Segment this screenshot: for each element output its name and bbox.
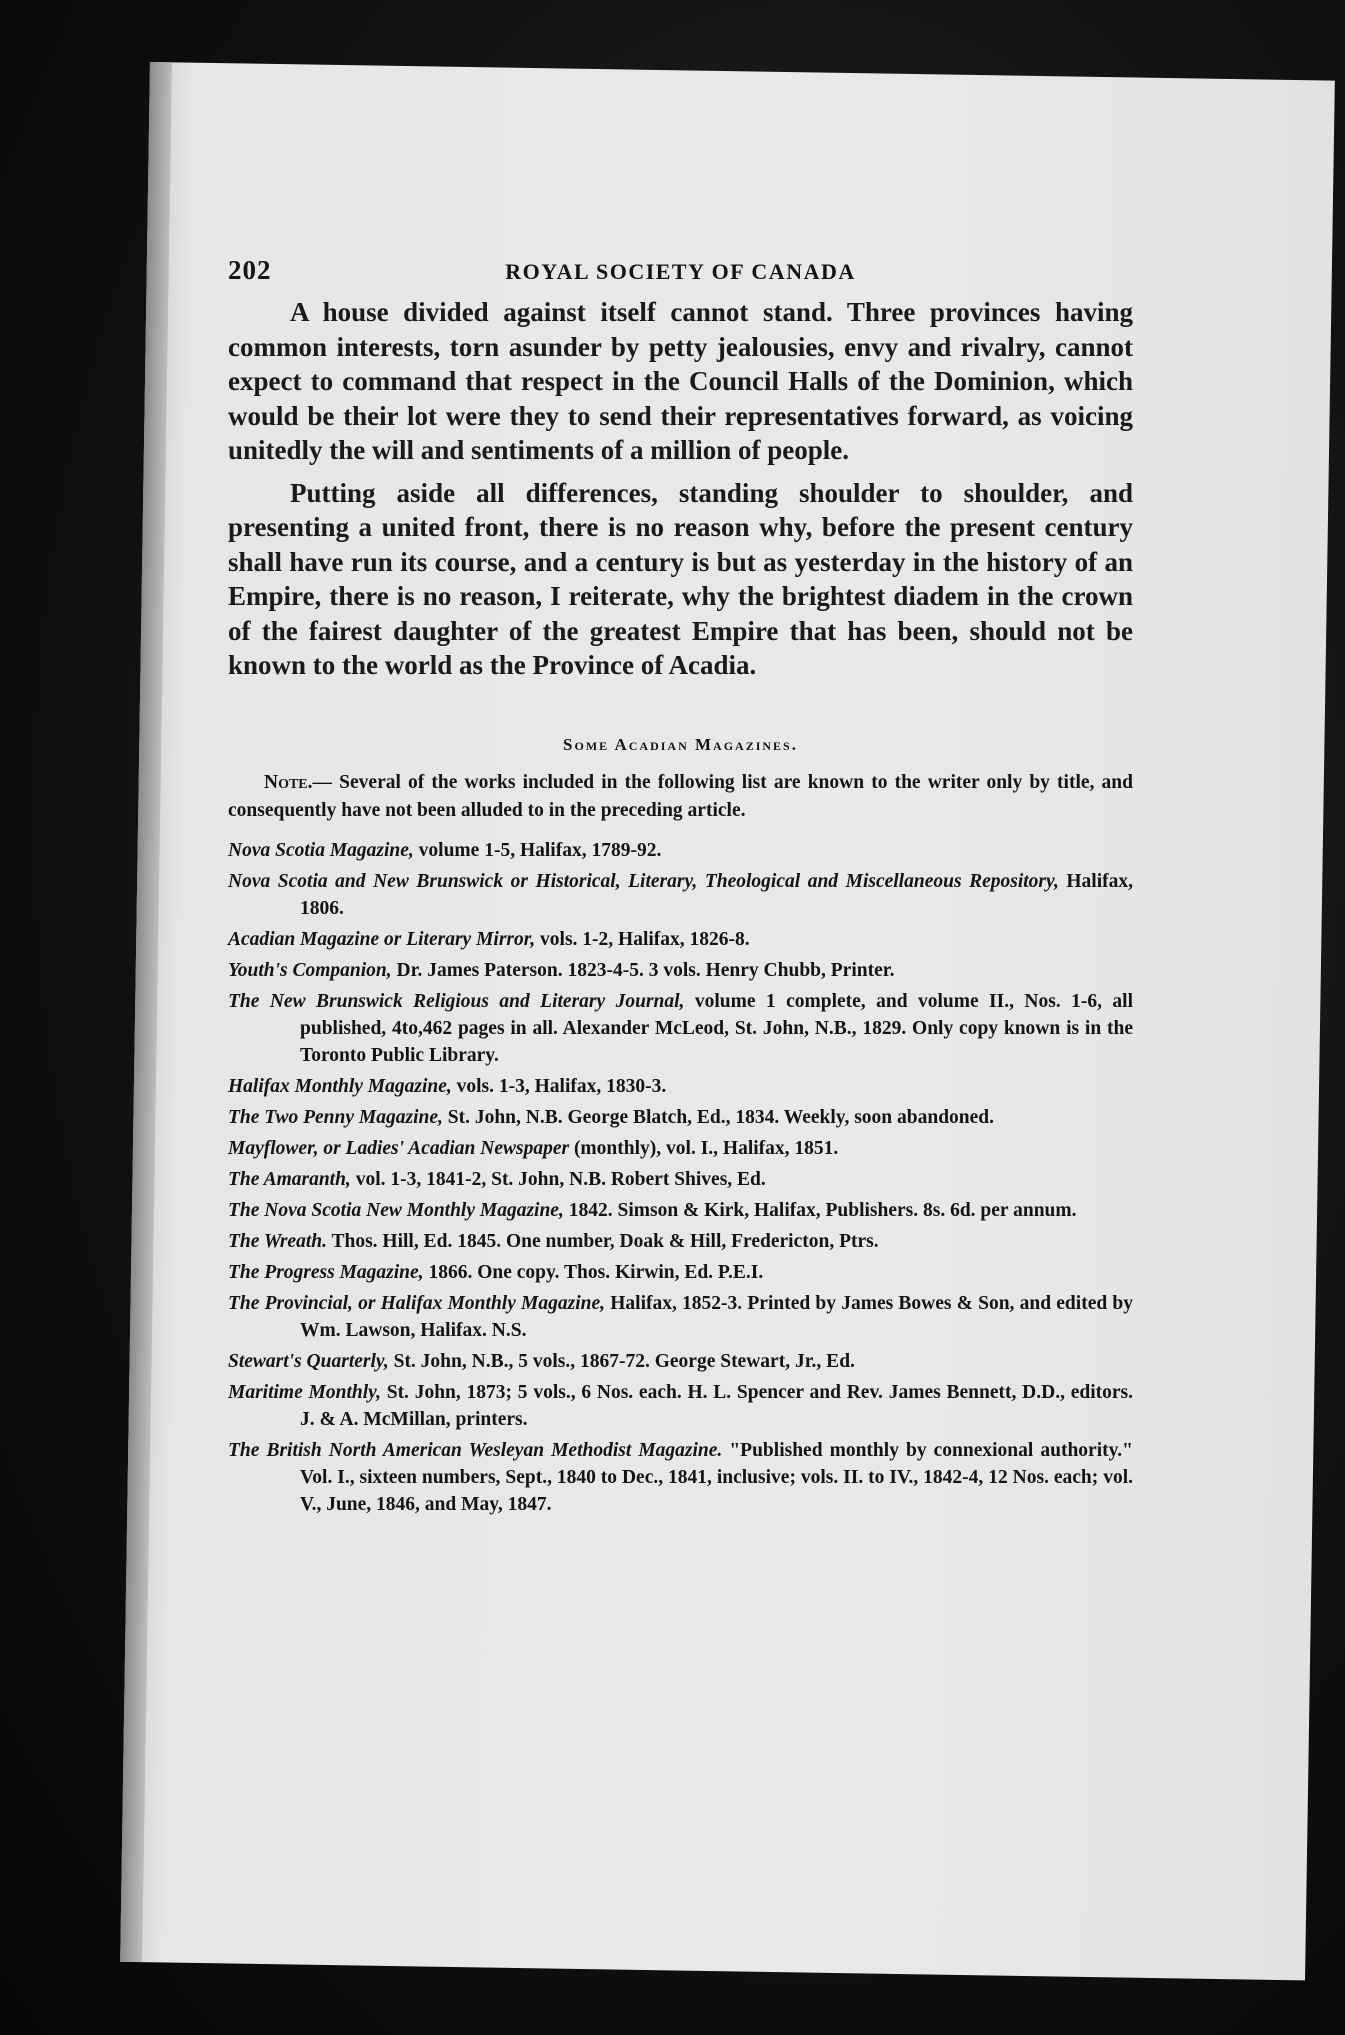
list-item	[228, 988, 1133, 1069]
entry-text: volume 1 complete, and volume II., Nos. 1-6, all published, 4to,462 pages in all. Alexander McLeod, St. John, N.B., 1829. Only copy known is in the Toronto Public Library.	[300, 990, 1134, 1066]
entry-text: Halifax, 1806.	[300, 870, 1134, 919]
body-paragraph-2: Putting aside all differences, standing shoulder to shoulder, and presenting a united front, there is no reason why, before the present century shall have run its course, and a century is but as yesterday in the history of an Empire, there is no reason, I reiterate, why the brightest diadem in the crown of the fairest daughter of the greatest Empire that has been, should not be known to the world as the Province of Acadia.	[228, 477, 1133, 680]
entry-text: vols. 1-2, Halifax, 1826-8.	[535, 928, 750, 950]
list-item	[228, 1379, 1133, 1433]
list-item	[228, 1290, 1133, 1344]
entry-title: The Progress Magazine,	[228, 1261, 424, 1283]
entry-text: 1842. Simson & Kirk, Halifax, Publishers. 8s. 6d. per annum.	[563, 1199, 1077, 1221]
body-paragraph-1: A house divided against itself cannot stand. Three provinces having common interests, torn asunder by petty jealousies, envy and rivalry, cannot expect to command that respect in the Council Halls of the Dominion, which would be their lot were they to send their representatives forward, as voicing unitedly the will and sentiments of a million of people.	[228, 297, 1133, 465]
page-number: 202	[228, 255, 272, 285]
entry-text: "Published monthly by connexional authority." Vol. I., sixteen numbers, Sept., 1840 to Dec., 1841, inclusive; vols. II. to IV., 1842-4, 12 Nos. each; vol. V., June, 1846, and May, 1847.	[300, 1439, 1133, 1515]
entry-title: The Nova Scotia New Monthly Magazine,	[228, 1199, 564, 1221]
list-item	[228, 926, 1133, 953]
entry-text: Dr. James Paterson. 1823-4-5. 3 vols. Henry Chubb, Printer.	[391, 959, 895, 981]
entry-title: Nova Scotia Magazine,	[228, 839, 414, 861]
entry-text: 1866. One copy. Thos. Kirwin, Ed. P.E.I.	[423, 1261, 764, 1283]
entry-text: vol. 1-3, 1841-2, St. John, N.B. Robert Shives, Ed.	[350, 1168, 766, 1190]
entry-text: Thos. Hill, Ed. 1845. One number, Doak & Hill, Fredericton, Ptrs.	[326, 1230, 879, 1252]
entry-title: The Amaranth,	[228, 1168, 351, 1190]
entry-title: Maritime Monthly,	[228, 1381, 381, 1403]
list-item	[228, 868, 1133, 922]
entry-title: Acadian Magazine or Literary Mirror,	[228, 928, 536, 950]
section-title: Some Acadian Magazines.	[563, 734, 798, 754]
list-item	[228, 1166, 1133, 1193]
list-item	[228, 1259, 1133, 1286]
entry-title: Nova Scotia and New Brunswick or Historical, Literary, Theological and Miscellaneous Repository,	[228, 870, 1059, 892]
entry-title: Stewart's Quarterly,	[228, 1350, 389, 1372]
entry-title: The British North American Wesleyan Methodist Magazine.	[228, 1439, 723, 1461]
entry-text: volume 1-5, Halifax, 1789-92.	[413, 839, 662, 861]
page-header	[228, 255, 1133, 295]
list-item	[228, 1228, 1133, 1255]
list-item	[228, 1073, 1133, 1100]
entry-text: (monthly), vol. I., Halifax, 1851.	[569, 1137, 839, 1159]
page-text-block	[228, 255, 1133, 1522]
entry-title: Halifax Monthly Magazine,	[228, 1075, 452, 1097]
list-item	[228, 837, 1133, 864]
running-head: ROYAL SOCIETY OF CANADA	[505, 259, 856, 284]
note-label: Note.	[264, 771, 313, 793]
magazine-list	[228, 837, 1133, 1518]
list-item	[228, 1197, 1133, 1224]
entry-title: The New Brunswick Religious and Literary Journal,	[228, 990, 685, 1012]
list-item	[228, 1437, 1133, 1518]
note-text: — Several of the works included in the following list are known to the writer only by title, and consequently have not been alluded to in the preceding article.	[228, 771, 1133, 821]
entry-title: The Wreath.	[228, 1230, 327, 1252]
entry-text: St. John, 1873; 5 vols., 6 Nos. each. H. L. Spencer and Rev. James Bennett, D.D., editors. J. & A. McMillan, printers.	[300, 1381, 1133, 1430]
list-item	[228, 1348, 1133, 1375]
list-item	[228, 957, 1133, 984]
entry-title: Mayflower, or Ladies' Acadian Newspaper	[228, 1137, 570, 1159]
entry-title: The Provincial, or Halifax Monthly Magazine,	[228, 1292, 606, 1314]
entry-text: Halifax, 1852-3. Printed by James Bowes & Son, and edited by Wm. Lawson, Halifax. N.S.	[300, 1292, 1133, 1341]
list-item	[228, 1135, 1133, 1162]
entry-text: St. John, N.B., 5 vols., 1867-72. George Stewart, Jr., Ed.	[388, 1350, 855, 1372]
entry-text: St. John, N.B. George Blatch, Ed., 1834. Weekly, soon abandoned.	[442, 1106, 995, 1128]
entry-title: Youth's Companion,	[228, 959, 392, 981]
list-item	[228, 1104, 1133, 1131]
entry-title: The Two Penny Magazine,	[228, 1106, 443, 1128]
note-paragraph	[228, 769, 1133, 825]
entry-text: vols. 1-3, Halifax, 1830-3.	[451, 1075, 667, 1097]
